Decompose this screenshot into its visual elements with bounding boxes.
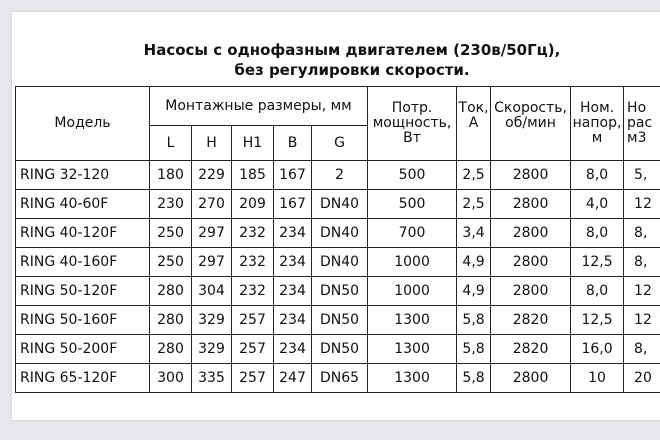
cell-b: 167: [274, 190, 312, 219]
cell-power: 1300: [368, 364, 457, 393]
cell-g: DN50: [312, 306, 368, 335]
cell-b: 167: [274, 161, 312, 190]
cell-current: 5,8: [457, 335, 491, 364]
header-head: [571, 87, 624, 161]
cell-l: 180: [150, 161, 192, 190]
header-flow-line-3: м3: [627, 130, 647, 146]
cell-g: 2: [312, 161, 368, 190]
cell-flow: 8,: [624, 248, 660, 277]
cell-speed: 2800: [491, 219, 571, 248]
header-speed: [491, 87, 571, 161]
header-speed-line-2: об/мин: [505, 115, 556, 131]
cell-b: 234: [274, 277, 312, 306]
cell-head: 12,5: [571, 306, 624, 335]
cell-current: 2,5: [457, 161, 491, 190]
cell-power: 500: [368, 161, 457, 190]
cell-b: 234: [274, 248, 312, 277]
cell-power: 1000: [368, 248, 457, 277]
table-row: [16, 364, 660, 393]
cell-head: 8,0: [571, 161, 624, 190]
cell-speed: 2800: [491, 190, 571, 219]
cell-h: 329: [192, 306, 232, 335]
header-head-line-2: напор,: [572, 115, 622, 131]
cell-speed: 2800: [491, 248, 571, 277]
cell-current: 2,5: [457, 190, 491, 219]
cell-power: 1300: [368, 335, 457, 364]
pump-spec-table: [15, 86, 660, 393]
cell-h: 270: [192, 190, 232, 219]
table-title-line-2: без регулировки скорости.: [234, 61, 470, 79]
table-row: [16, 277, 660, 306]
header-L: L: [150, 126, 192, 161]
cell-power: 500: [368, 190, 457, 219]
cell-head: 12,5: [571, 248, 624, 277]
cell-head: 16,0: [571, 335, 624, 364]
cell-flow: 8,: [624, 219, 660, 248]
cell-speed: 2820: [491, 306, 571, 335]
table-row: [16, 248, 660, 277]
table-row: [16, 190, 660, 219]
cell-model: RING 65-120F: [16, 364, 150, 393]
cell-flow: 12: [624, 190, 660, 219]
header-power-line-1: Потр.: [391, 100, 433, 116]
cell-l: 300: [150, 364, 192, 393]
cell-power: 1300: [368, 306, 457, 335]
cell-h1: 257: [232, 306, 274, 335]
cell-speed: 2800: [491, 277, 571, 306]
document-sheet: [12, 12, 660, 420]
header-current: [457, 87, 491, 161]
cell-power: 700: [368, 219, 457, 248]
cell-power: 1000: [368, 277, 457, 306]
cell-b: 234: [274, 306, 312, 335]
cell-h: 304: [192, 277, 232, 306]
cell-current: 5,8: [457, 364, 491, 393]
cell-flow: 8,: [624, 335, 660, 364]
cell-head: 4,0: [571, 190, 624, 219]
header-power-line-2: мощность,: [372, 115, 452, 131]
cell-flow: 12: [624, 277, 660, 306]
header-flow-line-1: Но: [627, 100, 647, 116]
header-current-line-2: А: [468, 115, 479, 131]
table-row: [16, 335, 660, 364]
cell-current: 5,8: [457, 306, 491, 335]
header-G: G: [312, 126, 368, 161]
cell-l: 250: [150, 219, 192, 248]
cell-flow: 20: [624, 364, 660, 393]
spec-table-body: [16, 161, 660, 393]
cell-l: 280: [150, 306, 192, 335]
cell-h: 329: [192, 335, 232, 364]
cell-g: DN50: [312, 277, 368, 306]
cell-model: RING 50-120F: [16, 277, 150, 306]
cell-speed: 2820: [491, 335, 571, 364]
cell-b: 234: [274, 335, 312, 364]
cell-model: RING 40-120F: [16, 219, 150, 248]
cell-g: DN40: [312, 190, 368, 219]
cell-current: 3,4: [457, 219, 491, 248]
cell-speed: 2800: [491, 364, 571, 393]
cell-h: 297: [192, 248, 232, 277]
header-mounting-dimensions: Монтажные размеры, мм: [150, 87, 368, 126]
header-speed-line-1: Скорость,: [494, 100, 567, 116]
cell-model: RING 40-160F: [16, 248, 150, 277]
header-current-line-1: Ток,: [458, 100, 489, 116]
cell-g: DN65: [312, 364, 368, 393]
header-H: H: [192, 126, 232, 161]
cell-h: 229: [192, 161, 232, 190]
table-row: [16, 161, 660, 190]
cell-h1: 232: [232, 219, 274, 248]
cell-b: 234: [274, 219, 312, 248]
header-power-line-3: Вт: [403, 130, 421, 146]
cell-model: RING 50-200F: [16, 335, 150, 364]
header-flow: [624, 87, 660, 161]
cell-h: 297: [192, 219, 232, 248]
cell-flow: 12: [624, 306, 660, 335]
cell-b: 247: [274, 364, 312, 393]
table-row: [16, 219, 660, 248]
cell-head: 8,0: [571, 219, 624, 248]
cell-current: 4,9: [457, 248, 491, 277]
cell-speed: 2800: [491, 161, 571, 190]
cell-h: 335: [192, 364, 232, 393]
cell-h1: 257: [232, 335, 274, 364]
cell-l: 230: [150, 190, 192, 219]
cell-l: 280: [150, 277, 192, 306]
cell-flow: 5,: [624, 161, 660, 190]
cell-current: 4,9: [457, 277, 491, 306]
cell-model: RING 50-160F: [16, 306, 150, 335]
cell-l: 280: [150, 335, 192, 364]
cell-head: 10: [571, 364, 624, 393]
header-B: B: [274, 126, 312, 161]
cell-model: RING 40-60F: [16, 190, 150, 219]
header-H1: H1: [232, 126, 274, 161]
header-power: [368, 87, 457, 161]
table-row: [16, 306, 660, 335]
cell-h1: 232: [232, 277, 274, 306]
cell-g: DN40: [312, 219, 368, 248]
cell-g: DN40: [312, 248, 368, 277]
cell-l: 250: [150, 248, 192, 277]
table-title-line-1: Насосы с однофазным двигателем (230в/50Гц),: [143, 41, 561, 59]
header-head-line-3: м: [591, 130, 603, 146]
cell-h1: 232: [232, 248, 274, 277]
header-head-line-1: Ном.: [579, 100, 615, 116]
header-model: Модель: [16, 87, 150, 161]
cell-h1: 257: [232, 364, 274, 393]
cell-g: DN50: [312, 335, 368, 364]
cell-model: RING 32-120: [16, 161, 150, 190]
cell-h1: 185: [232, 161, 274, 190]
cell-h1: 209: [232, 190, 274, 219]
cell-head: 8,0: [571, 277, 624, 306]
header-flow-line-2: рас: [627, 115, 653, 131]
